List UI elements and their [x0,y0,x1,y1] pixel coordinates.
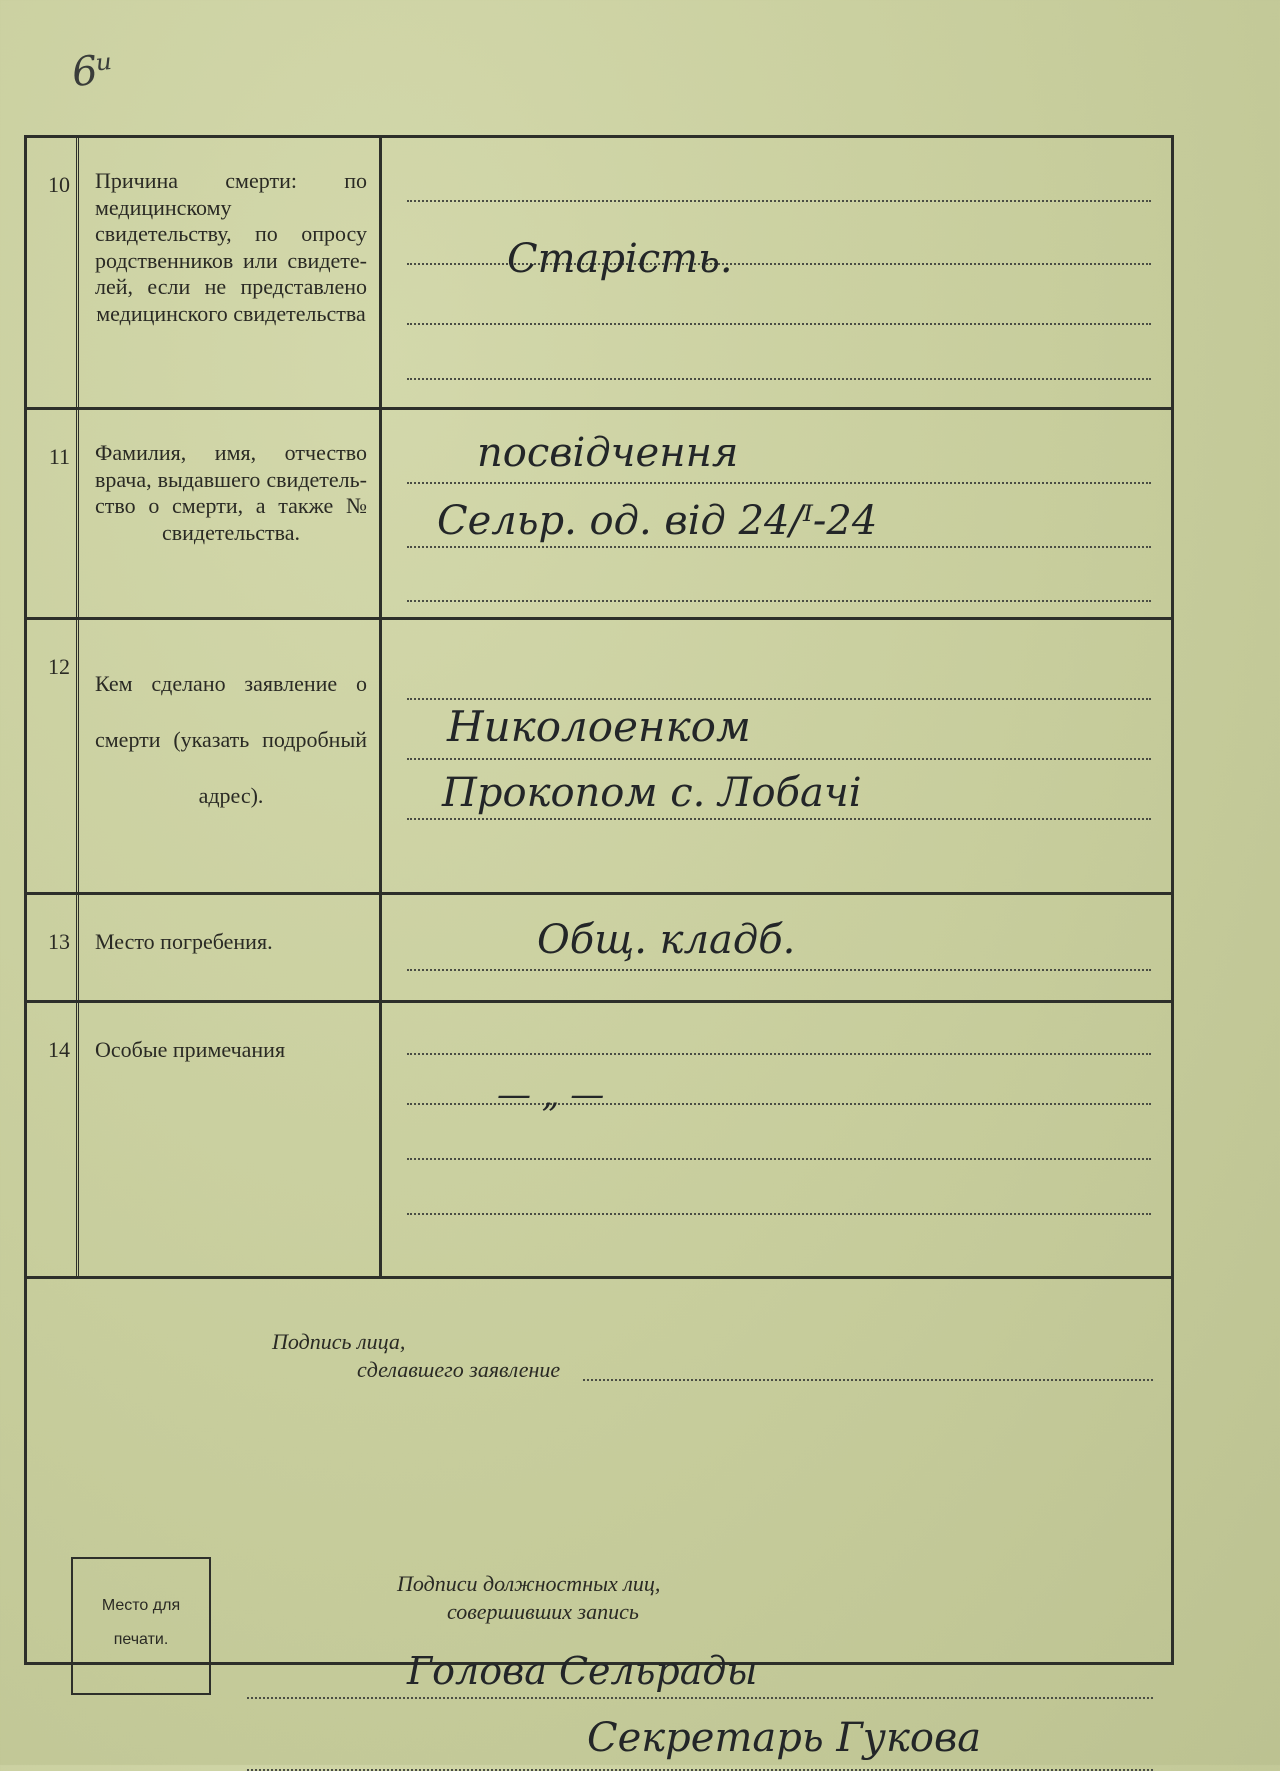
row-doctor-certificate [27,410,1171,620]
row-burial-place [27,895,1171,1003]
row-number: 13 [27,895,79,1000]
officials-signature-caption: Подписи должностных лиц, [397,1571,661,1596]
row-value [387,410,1165,617]
dotted-line [583,1379,1153,1381]
dotted-line [407,758,1151,760]
row-number: 12 [27,620,79,892]
row-value [387,138,1165,407]
row-number: 14 [27,1003,79,1276]
handwritten-value: Николоенком [447,702,751,751]
row-label: Фамилия, имя, отчество врача, выдавшего свидетельство о смерти, а также № свидетельства. [87,410,382,617]
row-declarant [27,620,1171,895]
row-label: Особые примечания [87,1003,382,1276]
dotted-line [247,1697,1153,1699]
handwritten-value: — „ — [497,1075,605,1115]
handwritten-value: Общ. кладб. [537,917,796,963]
signature-section [27,1279,1171,1761]
dotted-line [407,378,1151,380]
civil-record-form [24,135,1174,1761]
row-label: Причина смерти: по медицинскому свидетельству, по опросу родственников или свидетелей, если не представлено медицинского свидетельства [87,138,382,407]
handwritten-value: посвідчення [477,430,739,476]
dotted-line [407,818,1151,820]
row-number: 11 [27,410,79,617]
dotted-line [407,1053,1151,1055]
handwritten-value: Старість. [507,236,733,282]
declarant-signature-caption: сделавшего заявление [357,1357,561,1382]
row-number: 10 [27,138,79,407]
dotted-line [407,323,1151,325]
handwritten-signature: Голова Сельрады [407,1649,758,1693]
dotted-line [407,200,1151,202]
dotted-line [407,600,1151,602]
handwritten-value: Сельр. од. від 24/ᴵ-24 [437,498,878,544]
dotted-line [407,482,1151,484]
dotted-line [407,969,1151,971]
row-label: Место погребения. [87,895,382,1000]
row-value [387,1003,1165,1276]
row-value [387,895,1165,1000]
dotted-line [407,1213,1151,1215]
row-cause-of-death [27,138,1171,410]
officials-signature-caption: совершивших запись [447,1599,639,1624]
declarant-signature-caption: Подпись лица, [272,1329,406,1354]
row-value [387,620,1165,892]
row-special-notes [27,1003,1171,1279]
handwritten-signature: Секретарь Гукова [587,1715,982,1761]
row-label: Кем сделано заявление о смерти (указать подробный адрес). [87,620,382,892]
page-number: 6ᵘ [69,45,116,97]
dotted-line [407,1158,1151,1160]
dotted-line [407,698,1151,700]
handwritten-value: Прокопом с. Лобачі [442,770,862,816]
dotted-line [407,546,1151,548]
seal-box: Место для печати. [71,1557,211,1695]
